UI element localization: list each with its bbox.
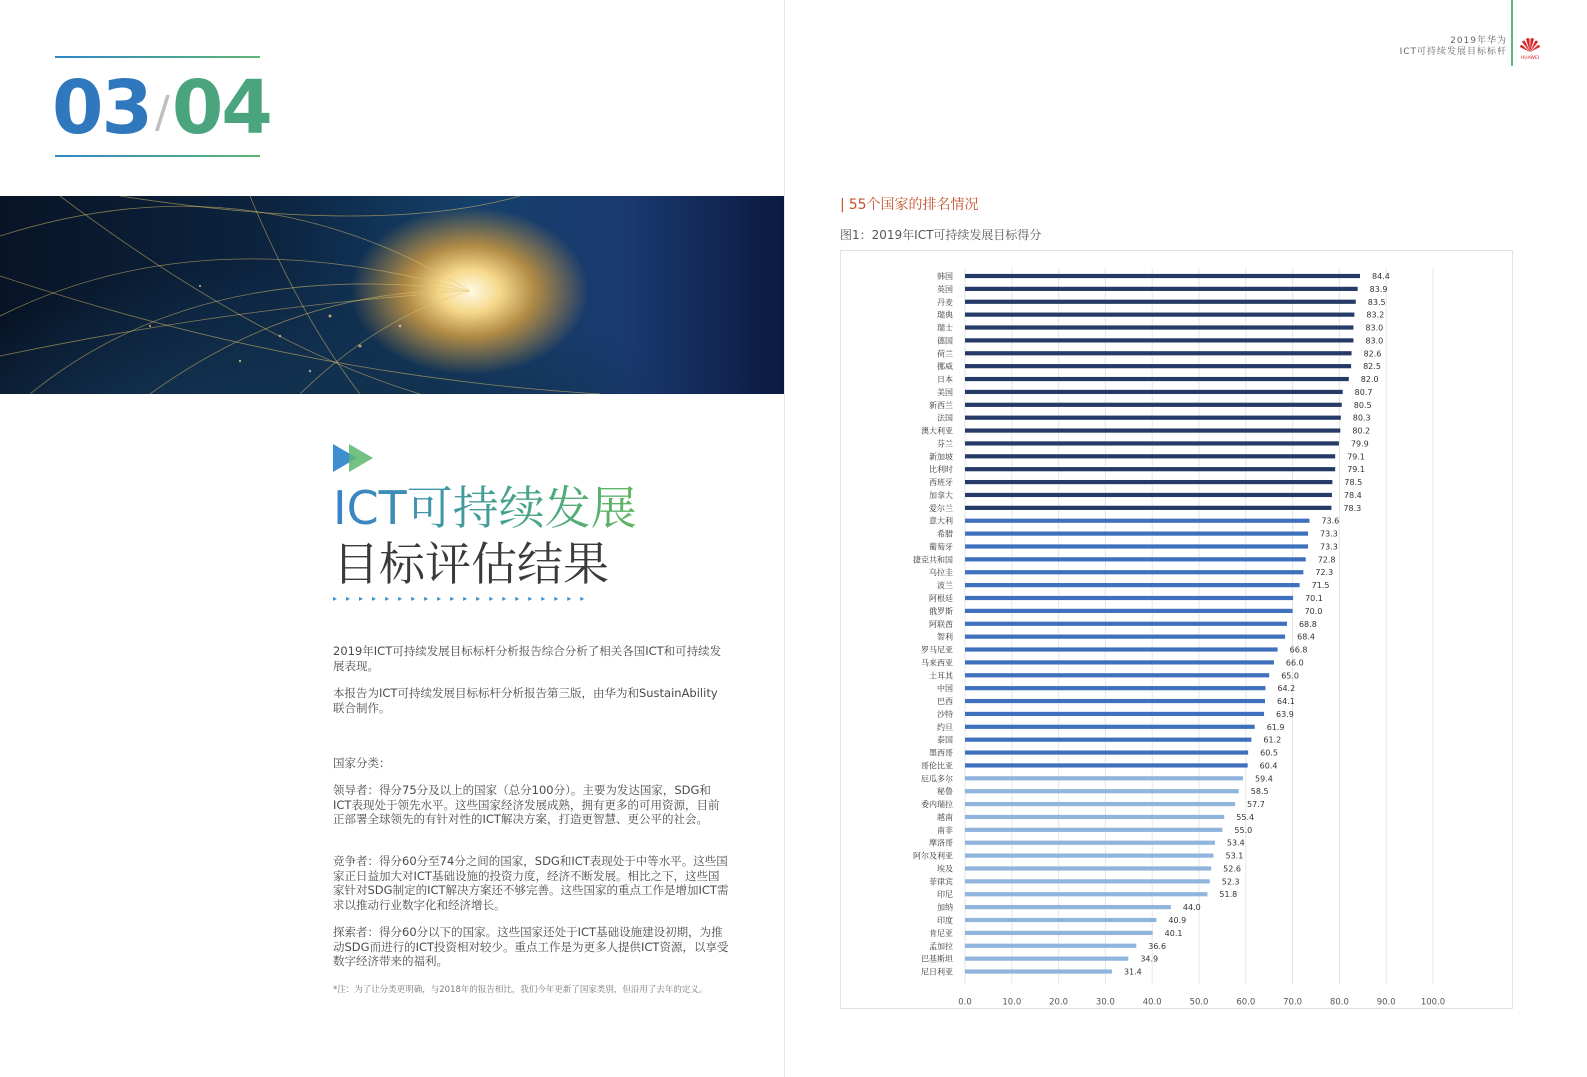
value-label: 72.8 xyxy=(1317,555,1336,565)
dotted-divider: ▸▸▸▸▸▸▸▸▸▸▸▸▸▸▸▸▸▸▸▸ xyxy=(333,594,594,603)
bar-explorer xyxy=(965,944,1136,948)
value-label: 44.0 xyxy=(1182,903,1201,913)
category-label: 俄罗斯 xyxy=(929,606,953,616)
category-label: 乌拉圭 xyxy=(929,568,953,578)
bar-leader xyxy=(965,467,1335,471)
category-label: 土耳其 xyxy=(929,671,953,681)
chart-container xyxy=(840,250,1513,1009)
category-label: 日本 xyxy=(937,375,953,385)
bar-leader xyxy=(965,493,1332,497)
value-label: 57.7 xyxy=(1247,800,1265,810)
category-label: 瑞士 xyxy=(937,323,953,333)
value-label: 31.4 xyxy=(1123,967,1142,977)
bar-leader xyxy=(965,403,1342,407)
category-label: 南非 xyxy=(937,825,953,835)
value-label: 83.0 xyxy=(1365,323,1384,333)
section-title-line1: ICT可持续发展 xyxy=(333,481,637,535)
bar-leader xyxy=(965,454,1335,458)
bar-explorer xyxy=(965,918,1156,922)
intro-paragraph-2: 本报告为ICT可持续发展目标标杆分析报告第三版，由华为和SustainAbility联合制作。 xyxy=(333,686,718,715)
bar-leader xyxy=(965,274,1360,278)
page-number-top-rule xyxy=(55,56,260,58)
x-tick-label: 80.0 xyxy=(1329,997,1349,1008)
category-label: 中国 xyxy=(937,684,953,694)
category-heading: 国家分类： xyxy=(333,756,391,770)
page-number-bottom-rule xyxy=(55,155,260,157)
bar-contender xyxy=(965,750,1248,754)
svg-text:HUAWEI: HUAWEI xyxy=(1520,56,1540,60)
figure-caption: 图1：2019年ICT可持续发展目标得分 xyxy=(840,228,1042,242)
bar-leader xyxy=(965,428,1340,432)
category-label: 阿尔及利亚 xyxy=(913,851,953,861)
category-label: 加拿大 xyxy=(929,490,953,500)
bar-contender xyxy=(965,660,1274,664)
category-label: 挪威 xyxy=(937,362,953,372)
bar-explorer xyxy=(965,931,1153,935)
value-label: 79.9 xyxy=(1350,439,1369,449)
bar-contender xyxy=(965,738,1251,742)
category-label: 意大利 xyxy=(929,516,953,526)
value-label: 78.3 xyxy=(1343,503,1362,513)
value-label: 52.6 xyxy=(1223,864,1241,874)
bar-contender xyxy=(965,763,1248,767)
value-label: 64.1 xyxy=(1276,697,1295,707)
category-label: 爱尔兰 xyxy=(929,503,953,513)
bar-contender xyxy=(965,557,1306,561)
category-label: 希腊 xyxy=(937,529,953,539)
value-label: 55.4 xyxy=(1236,812,1255,822)
category-label: 尼日利亚 xyxy=(921,967,953,977)
value-label: 73.3 xyxy=(1320,529,1338,539)
bar-explorer xyxy=(965,815,1224,819)
category-label: 法国 xyxy=(937,413,953,423)
bar-explorer xyxy=(965,841,1215,845)
category-label: 墨西哥 xyxy=(929,748,953,758)
category-label: 加纳 xyxy=(937,903,953,913)
intro-paragraph-1: 2019年ICT可持续发展目标标杆分析报告综合分析了相关各国ICT和可持续发展表现。 xyxy=(333,644,722,673)
value-label: 80.2 xyxy=(1352,426,1371,436)
value-label: 53.1 xyxy=(1225,851,1244,861)
bar-contender xyxy=(965,570,1303,574)
value-label: 70.1 xyxy=(1305,594,1323,603)
value-label: 82.0 xyxy=(1360,375,1379,385)
report-header xyxy=(1400,36,1507,58)
bar-explorer xyxy=(965,802,1235,806)
category-label: 印尼 xyxy=(937,890,953,900)
x-tick-label: 90.0 xyxy=(1376,997,1396,1008)
bar-leader xyxy=(965,338,1353,342)
category-label: 葡萄牙 xyxy=(929,542,953,552)
value-label: 61.2 xyxy=(1263,735,1282,745)
bar-contender xyxy=(965,609,1293,613)
explorers-description: 探索者：得分60分以下的国家。这些国家还处于ICT基础设施建设初期，为推动SDG而进行的ICT投资相对较少。重点工作是为更多人提供ICT资源，以享受数字经济带来的福利。 xyxy=(333,925,729,968)
bar-contender xyxy=(965,622,1287,626)
category-label: 罗马尼亚 xyxy=(921,645,953,655)
value-label: 82.6 xyxy=(1363,349,1382,359)
category-label: 约旦 xyxy=(937,722,953,732)
bar-contender xyxy=(965,725,1255,729)
bar-explorer xyxy=(965,866,1211,870)
bar-explorer xyxy=(965,892,1207,896)
category-label: 巴基斯坦 xyxy=(921,954,953,964)
x-tick-label: 60.0 xyxy=(1236,997,1256,1008)
value-label: 40.1 xyxy=(1164,928,1183,938)
value-label: 78.5 xyxy=(1344,478,1363,488)
bar-leader xyxy=(965,377,1349,381)
category-label: 菲律宾 xyxy=(929,877,953,887)
value-label: 34.9 xyxy=(1140,954,1159,964)
category-label: 德国 xyxy=(937,336,953,346)
x-tick-label: 0.0 xyxy=(958,997,972,1008)
value-label: 79.1 xyxy=(1347,465,1366,475)
page-number-right: 04 xyxy=(171,65,271,151)
value-label: 52.3 xyxy=(1221,877,1240,887)
value-label: 70.0 xyxy=(1304,606,1323,616)
category-label: 瑞典 xyxy=(937,310,953,320)
value-label: 63.9 xyxy=(1276,709,1294,719)
value-label: 84.4 xyxy=(1371,272,1390,281)
header-accent-line xyxy=(1511,0,1513,66)
bar-leader xyxy=(965,364,1351,368)
category-label: 新加坡 xyxy=(929,452,953,462)
bar-contender xyxy=(965,647,1278,651)
category-label: 沙特 xyxy=(937,709,953,719)
category-label: 阿联酋 xyxy=(929,619,953,629)
category-label: 秘鲁 xyxy=(937,787,953,797)
category-label: 肯尼亚 xyxy=(929,928,953,938)
value-label: 58.5 xyxy=(1250,787,1269,797)
category-label: 荷兰 xyxy=(937,349,953,359)
leaders-description: 领导者：得分75分及以上的国家（总分100分）。主要为发达国家，SDG和ICT表现处于领先水平。这些国家经济发展成熟，拥有更多的可用资源，目前正部署全球领先的有针对性的ICT解决方案，打造更智慧、更公平的社会。 xyxy=(333,783,720,826)
value-label: 78.4 xyxy=(1343,490,1362,500)
bar-contender xyxy=(965,544,1308,548)
category-label: 智利 xyxy=(937,632,953,642)
bar-explorer xyxy=(965,879,1210,883)
value-label: 66.0 xyxy=(1285,658,1304,668)
value-label: 68.8 xyxy=(1298,619,1317,629)
bar-contender xyxy=(965,673,1269,677)
x-tick-label: 100.0 xyxy=(1420,997,1446,1008)
value-label: 51.8 xyxy=(1219,890,1238,900)
bar-leader xyxy=(965,351,1352,355)
value-label: 53.4 xyxy=(1226,838,1245,848)
value-label: 55.0 xyxy=(1234,825,1253,835)
value-label: 40.9 xyxy=(1168,916,1187,925)
bar-explorer xyxy=(965,854,1214,858)
category-label: 委内瑞拉 xyxy=(921,800,953,810)
category-label: 哥伦比亚 xyxy=(921,761,953,771)
bar-leader xyxy=(965,325,1353,329)
bar-contender xyxy=(965,686,1265,690)
value-label: 66.8 xyxy=(1289,645,1308,655)
earth-network-icon xyxy=(0,196,784,394)
bar-explorer xyxy=(965,789,1239,793)
value-label: 83.9 xyxy=(1369,284,1388,294)
bar-contender xyxy=(965,532,1308,536)
value-label: 73.6 xyxy=(1321,516,1340,526)
bar-contender xyxy=(965,712,1264,716)
x-tick-label: 10.0 xyxy=(1002,997,1022,1008)
bar-leader xyxy=(965,390,1343,394)
bar-leader xyxy=(965,441,1339,445)
value-label: 36.6 xyxy=(1148,941,1167,951)
bar-explorer xyxy=(965,957,1128,961)
bar-explorer xyxy=(965,776,1243,780)
category-label: 芬兰 xyxy=(937,439,953,449)
bar-leader xyxy=(965,287,1358,291)
category-label: 西班牙 xyxy=(929,478,953,488)
x-tick-label: 70.0 xyxy=(1283,997,1303,1008)
chart-section-heading: | 55个国家的排名情况 xyxy=(840,197,979,213)
huawei-logo-icon xyxy=(1517,36,1543,60)
value-label: 80.7 xyxy=(1354,387,1373,397)
x-tick-label: 40.0 xyxy=(1142,997,1162,1008)
category-label: 厄瓜多尔 xyxy=(921,774,953,784)
category-label: 新西兰 xyxy=(929,400,953,410)
category-label: 波兰 xyxy=(937,581,953,591)
bar-explorer xyxy=(965,828,1222,832)
x-tick-label: 20.0 xyxy=(1049,997,1069,1008)
bar-leader xyxy=(965,480,1332,484)
hero-earth-image xyxy=(0,196,784,394)
value-label: 83.2 xyxy=(1366,310,1385,320)
category-label: 越南 xyxy=(937,812,953,822)
contenders-description: 竞争者：得分60分至74分之间的国家，SDG和ICT表现处于中等水平。这些国家正日益加大对ICT基础设施的投资力度，经济不断发展。相比之下，这些国家针对SDG制定的ICT解决方案还不够完善。这些国家的重点工作是增加ICT需求以推动行业数字化和经济增长。 xyxy=(333,854,729,912)
category-label: 印度 xyxy=(937,916,953,925)
category-label: 阿根廷 xyxy=(929,594,953,603)
bar-contender xyxy=(965,519,1309,523)
spread-divider xyxy=(784,0,785,1077)
score-bar-chart xyxy=(841,251,1512,1008)
value-label: 68.4 xyxy=(1297,632,1315,642)
value-label: 82.5 xyxy=(1363,362,1381,372)
header-title: ICT可持续发展目标标杆 xyxy=(1399,47,1507,57)
category-label: 摩洛哥 xyxy=(929,838,953,848)
bar-contender xyxy=(965,583,1300,587)
category-label: 泰国 xyxy=(937,735,953,745)
bar-contender xyxy=(965,635,1285,639)
section-title-line2: 目标评估结果 xyxy=(333,537,609,591)
x-tick-label: 30.0 xyxy=(1095,997,1115,1008)
header-year: 2019年华为 xyxy=(1450,36,1507,46)
page-number: 03/04 xyxy=(52,65,271,151)
value-label: 59.4 xyxy=(1254,774,1273,784)
bar-leader xyxy=(965,300,1356,304)
value-label: 80.5 xyxy=(1353,400,1372,410)
value-label: 83.0 xyxy=(1365,336,1384,346)
value-label: 60.5 xyxy=(1260,748,1278,758)
bar-leader xyxy=(965,416,1341,420)
category-label: 英国 xyxy=(937,284,953,294)
chart-section-title: 55个国家的排名情况 xyxy=(848,197,979,213)
bar-explorer xyxy=(965,905,1171,909)
value-label: 60.4 xyxy=(1259,761,1278,771)
value-label: 73.3 xyxy=(1320,542,1338,552)
value-label: 71.5 xyxy=(1311,581,1330,591)
x-tick-label: 50.0 xyxy=(1189,997,1209,1008)
value-label: 64.2 xyxy=(1277,684,1296,694)
category-label: 捷克共和国 xyxy=(913,555,953,565)
category-label: 澳大利亚 xyxy=(921,426,953,436)
category-label: 马来西亚 xyxy=(921,658,953,668)
value-label: 83.5 xyxy=(1367,297,1386,307)
page-number-left: 03 xyxy=(52,65,151,151)
title-arrow-icon-2 xyxy=(349,444,373,472)
value-label: 65.0 xyxy=(1281,671,1300,681)
bar-contender xyxy=(965,699,1265,703)
value-label: 61.9 xyxy=(1266,722,1285,732)
value-label: 72.3 xyxy=(1315,568,1334,578)
category-label: 韩国 xyxy=(937,272,953,281)
category-label: 巴西 xyxy=(937,697,953,707)
category-label: 美国 xyxy=(937,387,953,397)
bar-contender xyxy=(965,596,1293,600)
category-label: 埃及 xyxy=(937,864,953,874)
category-label: 孟加拉 xyxy=(929,941,953,951)
footnote: *注：为了让分类更明确，与2018年的报告相比，我们今年更新了国家类别，但沿用了去年的定义。 xyxy=(333,985,708,995)
value-label: 79.1 xyxy=(1347,452,1366,462)
bar-explorer xyxy=(965,969,1112,973)
bar-leader xyxy=(965,313,1354,317)
category-label: 比利时 xyxy=(929,465,953,475)
value-label: 80.3 xyxy=(1352,413,1371,423)
bar-leader xyxy=(965,506,1331,510)
category-label: 丹麦 xyxy=(937,297,953,307)
